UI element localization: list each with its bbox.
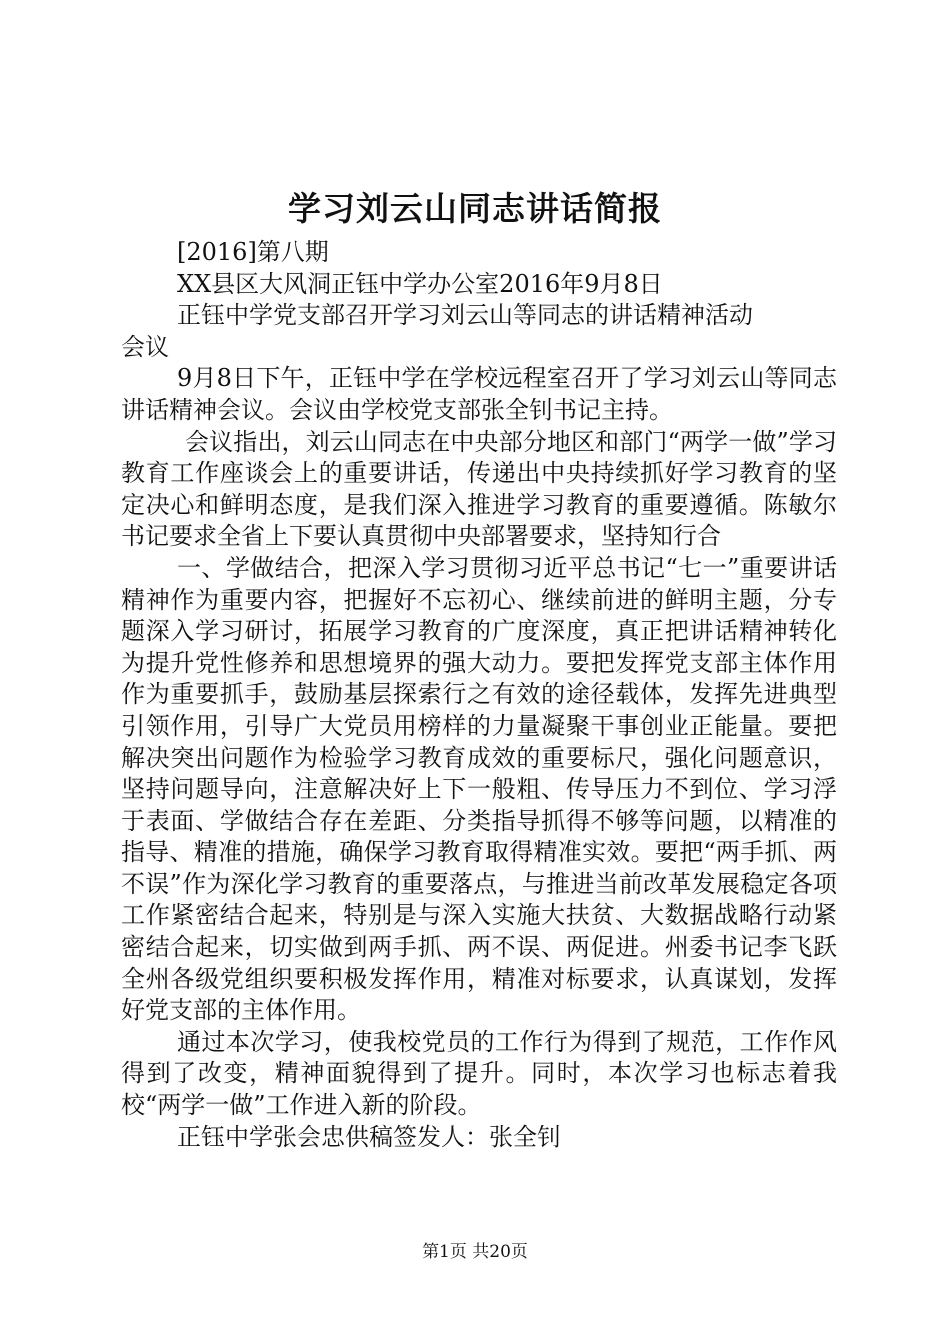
paragraph-meeting: 9月8日下午，正钰中学在学校远程室召开了学习刘云山等同志讲话精神会议。会议由学校党支部张全钊书记主持。 bbox=[121, 364, 837, 424]
document-body bbox=[121, 237, 837, 1153]
paragraph-first-point: 一、学做结合，把深入学习贯彻习近平总书记“七一”重要讲话精神作为重要内容，把握好不忘初心、继续前进的鲜明主题，分专题深入学习研讨，拓展学习教育的广度深度，真正把讲话精神转化为提升党性修养和思想境界的强大动力。要把发挥党支部主体作用作为重要抓手，鼓励基层探索行之有效的途径载体，发挥先进典型引领作用，引导广大党员用榜样的力量凝聚干事创业正能量。要把解决突出问题作为检验学习教育成效的重要标尺，强化问题意识，坚持问题导向，注意解决好上下一般粗、传导压力不到位、学习浮于表面、学做结合存在差距、分类指导抓得不够等问题，以精准的指导、精准的措施，确保学习教育取得精准实效。要把“两手抓、两不误”作为深化学习教育的重要落点，与推进当前改革发展稳定各项工作紧密结合起来，特别是与深入实施大扶贫、大数据战略行动紧密结合起来，切实做到两手抓、两不误、两促进。州委书记李飞跃全州各级党组织要积极发挥作用，精准对标要求，认真谋划，发挥好党支部的主体作用。 bbox=[121, 553, 837, 1025]
signoff-line: 正钰中学张会忠供稿签发人：张全钊 bbox=[177, 1122, 561, 1151]
issuer-line: XX县区大风洞正钰中学办公室2016年9月8日 bbox=[177, 269, 663, 298]
page-number: 第1页 共20页 bbox=[422, 1242, 528, 1262]
document-title: 学习刘云山同志讲话简报 bbox=[288, 189, 662, 228]
headline: 正钰中学党支部召开学习刘云山等同志的讲话精神活动会议 bbox=[121, 301, 753, 361]
paragraph-conclusion: 通过本次学习，使我校党员的工作行为得到了规范，工作作风得到了改变，精神面貌得到了提升。同时，本次学习也标志着我校“两学一做”工作进入新的阶段。 bbox=[121, 1027, 837, 1120]
issue-number: [2016]第八期 bbox=[177, 238, 329, 266]
paragraph-meeting-points: 会议指出，刘云山同志在中央部分地区和部门“两学一做”学习教育工作座谈会上的重要讲话，传递出中央持续抓好学习教育的坚定决心和鲜明态度，是我们深入推进学习教育的重要遵循。陈敏尔书记要求全省上下要认真贯彻中央部署要求，坚持知行合 bbox=[121, 427, 837, 551]
